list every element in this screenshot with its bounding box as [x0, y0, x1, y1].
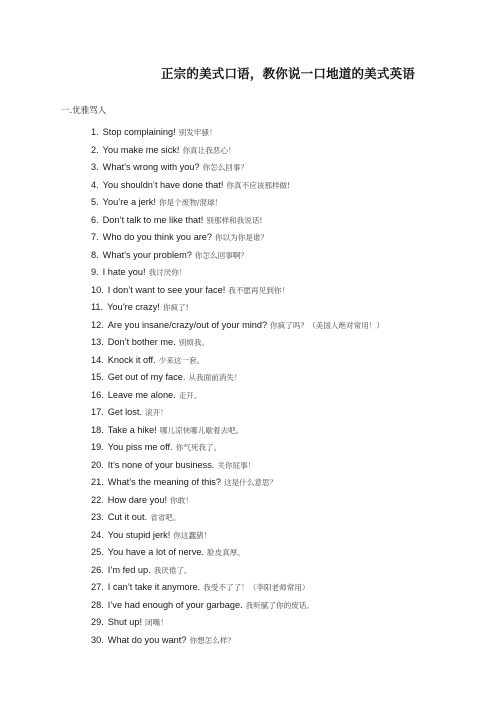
phrase-line [91, 630, 314, 648]
phrase-line [91, 350, 384, 368]
phrase-number: 14. [91, 354, 104, 365]
phrase-number: 30. [91, 634, 104, 645]
phrase-number: 2. [91, 144, 99, 155]
phrase-number: 6. [91, 214, 99, 225]
phrase-english: Who do you think you are? [102, 232, 212, 242]
phrase-english: Shut up! [107, 617, 143, 627]
phrase-line [91, 420, 384, 438]
phrase-english: I don’t want to see your face! [107, 284, 226, 295]
phrase-line [91, 315, 384, 333]
phrase-chinese: 走开。 [178, 390, 202, 400]
phrase-english: Get lost. [107, 407, 142, 417]
phrase-chinese: 你以为你是谁？ [214, 233, 269, 242]
phrase-chinese: 这是什么意思？ [224, 478, 278, 487]
phrase-chinese: 闭嘴！ [145, 618, 168, 627]
phrase-chinese: 省省吧。 [150, 513, 181, 522]
phrase-number: 25. [91, 547, 104, 557]
phrase-line [91, 245, 290, 263]
phrase-line [91, 227, 290, 245]
phrase-english: What do you want? [107, 634, 187, 645]
phrase-english: You’re crazy! [107, 302, 160, 312]
phrase-english: Cut it out. [107, 512, 148, 522]
phrase-english: You make me sick! [102, 144, 180, 155]
phrase-line [91, 455, 384, 473]
phrase-english: You shouldn’t have done that! [102, 179, 224, 190]
phrase-number: 27. [91, 582, 104, 592]
phrase-number: 18. [91, 424, 104, 435]
phrase-number: 20. [91, 459, 104, 470]
phrase-line [91, 612, 314, 630]
phrase-number: 16. [91, 389, 104, 400]
phrase-chinese: 从我面前消失！ [188, 373, 242, 382]
phrase-line [91, 210, 290, 228]
phrase-english: Stop complaining! [102, 127, 176, 137]
phrase-number: 10. [91, 284, 104, 295]
phrase-group-1 [91, 122, 290, 297]
phrase-chinese: 关你屁事！ [217, 460, 256, 470]
phrase-chinese: 你疯了! [162, 303, 189, 312]
document-title: 正宗的美式口语，教你说一口地道的美式英语 [160, 66, 415, 81]
phrase-number: 23. [91, 512, 104, 522]
phrase-chinese: 你真不应该那样做! [226, 180, 291, 190]
phrase-english: What’s the meaning of this? [107, 477, 221, 487]
phrase-number: 4. [91, 179, 99, 190]
phrase-line [91, 280, 290, 298]
phrase-number: 3. [91, 162, 99, 172]
phrase-chinese: 少来这一套。 [158, 355, 205, 365]
phrase-line [91, 577, 314, 595]
phrase-number: 22. [91, 494, 104, 505]
phrase-chinese: 别发牢骚！ [178, 128, 217, 137]
phrase-number: 24. [91, 529, 104, 540]
phrase-line [91, 192, 290, 210]
phrase-english: I can’t take it anymore. [107, 582, 201, 592]
phrase-number: 7. [91, 232, 99, 242]
phrase-chinese: 我厌倦了。 [153, 565, 192, 575]
phrase-chinese: 别那样和我说话! [206, 215, 263, 225]
phrase-english: Take a hike! [107, 424, 157, 435]
phrase-group-2 [91, 297, 384, 472]
phrase-english: Don’t bother me. [107, 337, 176, 347]
phrase-chinese: 我受不了了！（李阳老师常用） [203, 583, 310, 592]
phrase-line [91, 560, 314, 578]
phrase-number: 13. [91, 337, 104, 347]
phrase-number: 12. [91, 319, 104, 330]
phrase-number: 8. [91, 249, 99, 260]
phrase-line [91, 262, 290, 280]
phrase-english: Are you insane/crazy/out of your mind? [107, 319, 268, 330]
phrase-chinese: 你气死我了。 [175, 443, 222, 452]
phrase-line [91, 595, 314, 613]
phrase-chinese: 你敢！ [170, 495, 193, 505]
phrase-chinese: 你怎么回事？ [202, 163, 249, 172]
phrase-line [91, 490, 314, 508]
phrase-line [91, 157, 290, 175]
phrase-chinese: 哪儿凉快哪儿歇着去吧。 [159, 425, 244, 435]
phrase-number: 19. [91, 442, 104, 452]
phrase-chinese: 我听腻了你的废话。 [245, 600, 314, 610]
phrase-line [91, 332, 384, 350]
phrase-chinese: 你想怎么样？ [189, 635, 235, 645]
phrase-chinese: 别烦我。 [178, 338, 210, 347]
phrase-number: 29. [91, 617, 104, 627]
phrase-english: Leave me alone. [107, 389, 176, 400]
phrase-line [91, 175, 290, 193]
phrase-english: Don’t talk to me like that! [102, 214, 204, 225]
phrase-english: You stupid jerk! [107, 529, 171, 540]
phrase-english: Knock it off. [107, 354, 156, 365]
phrase-english: I’m fed up. [107, 564, 151, 575]
phrase-number: 28. [91, 599, 104, 610]
phrase-number: 11. [91, 302, 104, 312]
phrase-english: I hate you! [102, 267, 146, 277]
phrase-english: What’s your problem? [102, 249, 192, 260]
phrase-line [91, 437, 384, 455]
phrase-chinese: 滚开！ [145, 408, 168, 417]
phrase-english: You have a lot of nerve. [107, 547, 204, 557]
phrase-english: It’s none of your business. [107, 459, 215, 470]
phrase-chinese: 我讨厌你！ [148, 268, 187, 277]
phrase-number: 5. [91, 197, 99, 207]
phrase-english: You piss me off. [107, 442, 173, 452]
phrase-english: Get out of my face. [107, 372, 186, 382]
phrase-line [91, 385, 384, 403]
phrase-english: I’ve had enough of your garbage. [107, 599, 243, 610]
phrase-line [91, 507, 314, 525]
phrase-line [91, 402, 384, 420]
phrase-chinese: 脸皮真厚。 [206, 548, 245, 557]
phrase-number: 15. [91, 372, 104, 382]
phrase-line [91, 525, 314, 543]
phrase-chinese: 你是个废物/混球！ [158, 198, 223, 207]
phrase-english: You’re a jerk! [102, 197, 156, 207]
phrase-line [91, 122, 290, 140]
phrase-number: 17. [91, 407, 104, 417]
phrase-number: 1. [91, 127, 99, 137]
phrase-line [91, 297, 384, 315]
phrase-english: How dare you! [107, 494, 168, 505]
phrase-chinese: 你这蠢猪！ [173, 530, 212, 540]
phrase-number: 21. [91, 477, 104, 487]
phrase-number: 26. [91, 564, 104, 575]
section-heading: 一.优雅骂人 [61, 106, 107, 116]
phrase-line [91, 542, 314, 560]
phrase-line [91, 472, 314, 490]
phrase-chinese: 你疯了吗？（美国人绝对常用！） [270, 320, 385, 330]
phrase-group-3 [91, 472, 314, 647]
phrase-english: What’s wrong with you? [102, 162, 200, 172]
phrase-line [91, 367, 384, 385]
phrase-line [91, 140, 290, 158]
phrase-number: 9. [91, 267, 99, 277]
phrase-chinese: 你真让我恶心！ [182, 145, 236, 155]
phrase-chinese: 你怎么回事啊？ [194, 250, 249, 260]
phrase-chinese: 我不愿再见到你！ [228, 285, 289, 295]
